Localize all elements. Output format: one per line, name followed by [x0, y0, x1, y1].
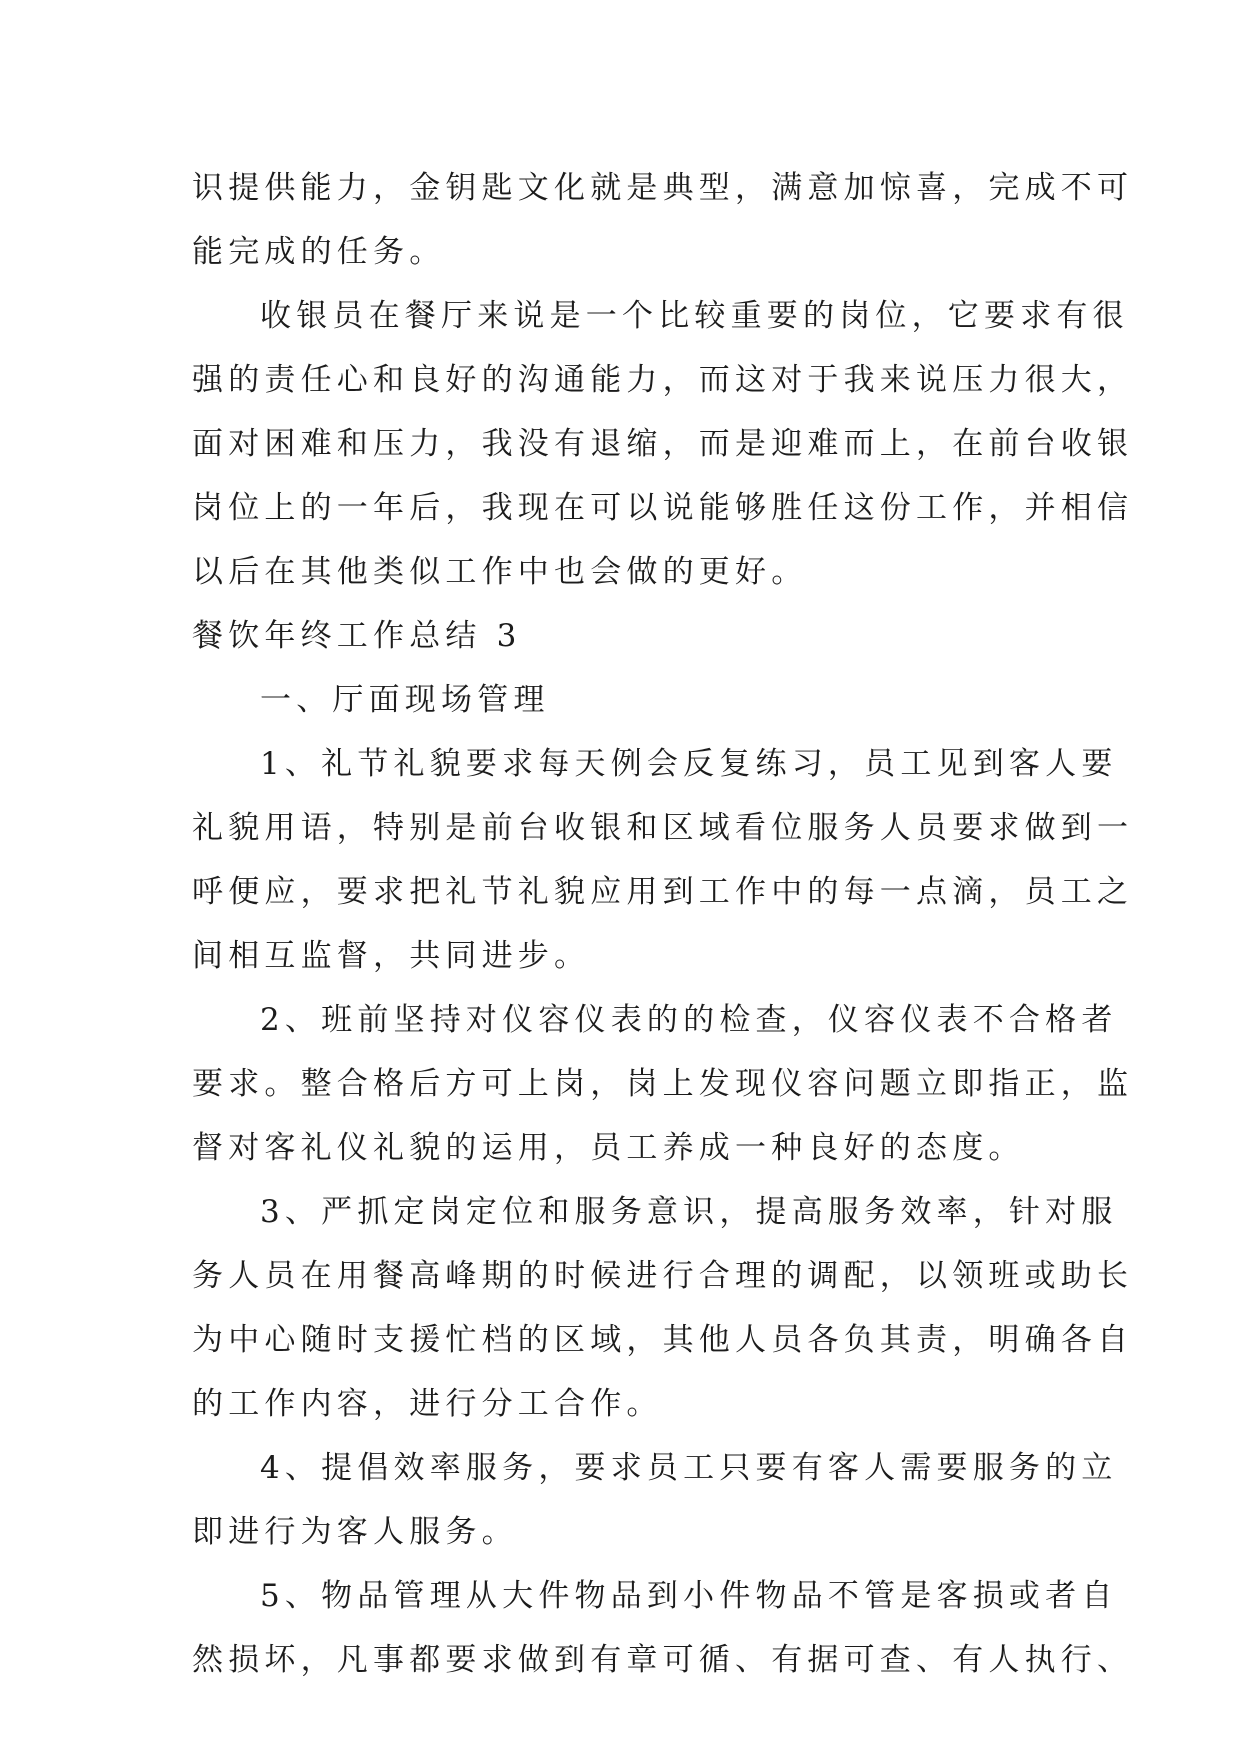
text-line: 识提供能力，金钥匙文化就是典型，满意加惊喜，完成不可 [192, 170, 1134, 206]
text-line: 岗位上的一年后，我现在可以说能够胜任这份工作，并相信 [192, 490, 1134, 526]
text-line: 间相互监督，共同进步。 [192, 938, 591, 974]
subsection-heading: 一、厅面现场管理 [260, 682, 550, 718]
text-line: 能完成的任务。 [192, 234, 446, 270]
document-body [192, 156, 1134, 1692]
text-line: 1、礼节礼貌要求每天例会反复练习，员工见到客人要 [260, 746, 1118, 782]
section-heading: 餐饮年终工作总结 3 [192, 618, 522, 654]
text-line: 为中心随时支援忙档的区域，其他人员各负其责，明确各自 [192, 1322, 1134, 1358]
text-line: 收银员在餐厅来说是一个比较重要的岗位，它要求有很 [260, 298, 1129, 334]
text-line: 面对困难和压力，我没有退缩，而是迎难而上，在前台收银 [192, 426, 1134, 462]
text-line: 务人员在用餐高峰期的时候进行合理的调配，以领班或助长 [192, 1258, 1134, 1294]
text-line: 督对客礼仪礼貌的运用，员工养成一种良好的态度。 [192, 1130, 1025, 1166]
text-line: 2、班前坚持对仪容仪表的的检查，仪容仪表不合格者 [260, 1002, 1118, 1038]
text-line: 5、物品管理从大件物品到小件物品不管是客损或者自 [260, 1578, 1118, 1614]
text-line: 4、提倡效率服务，要求员工只要有客人需要服务的立 [260, 1450, 1118, 1486]
text-line: 礼貌用语，特别是前台收银和区域看位服务人员要求做到一 [192, 810, 1134, 846]
text-line: 3、严抓定岗定位和服务意识，提高服务效率，针对服 [260, 1194, 1118, 1230]
text-line: 强的责任心和良好的沟通能力，而这对于我来说压力很大， [192, 362, 1134, 398]
text-line: 呼便应，要求把礼节礼貌应用到工作中的每一点滴，员工之 [192, 874, 1134, 910]
text-line: 即进行为客人服务。 [192, 1514, 518, 1550]
text-line: 要求。整合格后方可上岗，岗上发现仪容问题立即指正，监 [192, 1066, 1134, 1102]
text-line: 然损坏，凡事都要求做到有章可循、有据可查、有人执行、 [192, 1642, 1134, 1678]
text-line: 以后在其他类似工作中也会做的更好。 [192, 554, 808, 590]
text-line: 的工作内容，进行分工合作。 [192, 1386, 663, 1422]
